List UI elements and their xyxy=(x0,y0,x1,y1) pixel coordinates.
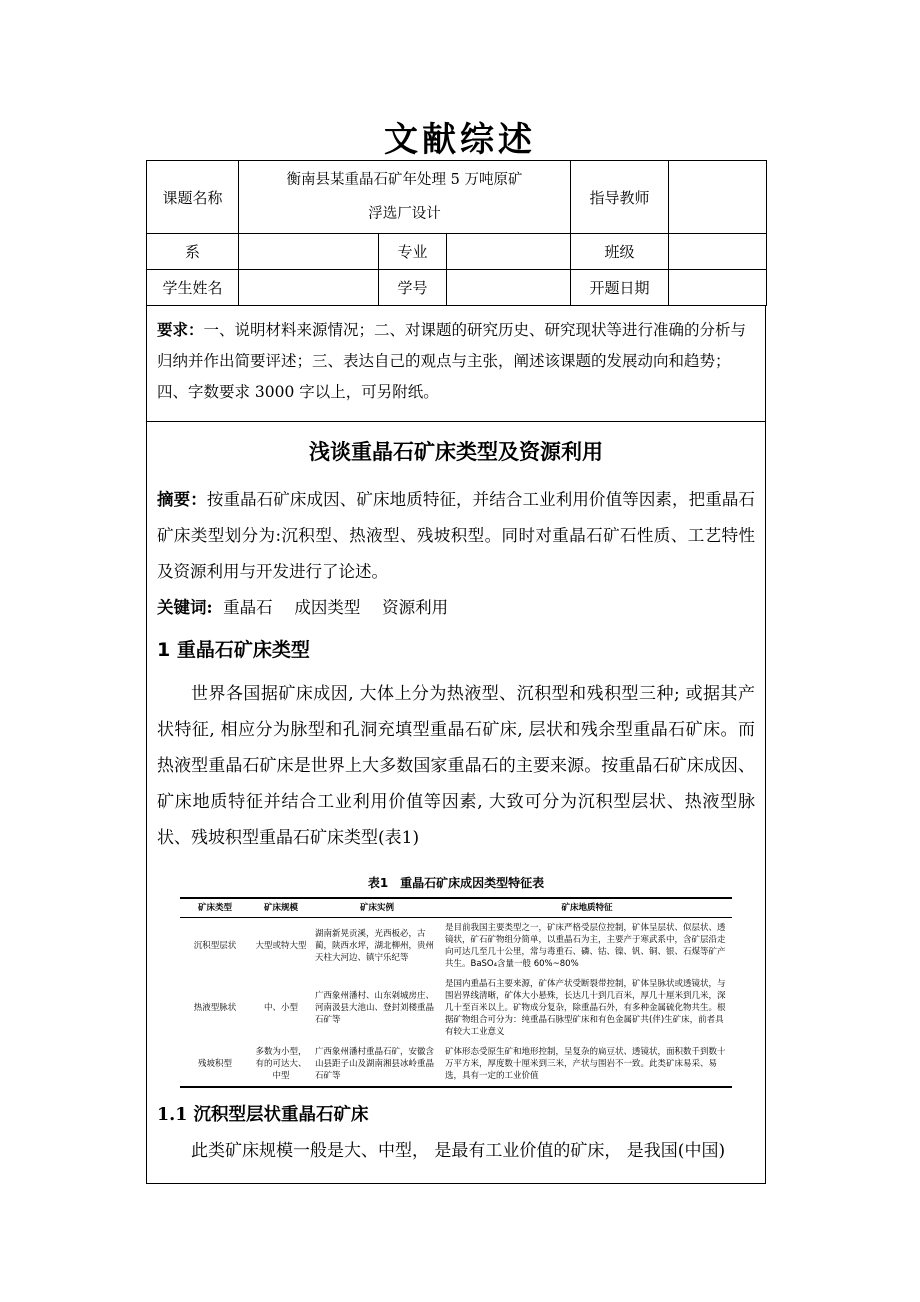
table-cell: 广西象州潘村、山东剁城房庄、河南汲县大池山、登封刘楼重晶石矿等 xyxy=(315,991,435,1025)
dept-value[interactable] xyxy=(239,234,379,270)
table-cell: 湖南新晃贡溪，光西板必，古蔺，陕西水坪，湖北柳州，贵州天柱大河边、镇宁乐纪等 xyxy=(315,929,435,963)
keywords-text: 重晶石 成因类型 资源利用 xyxy=(223,598,449,617)
topic-value xyxy=(239,161,571,234)
date-value[interactable] xyxy=(669,270,767,306)
table-caption: 表1 重晶石矿床成因类型特征表 xyxy=(367,876,545,890)
paragraph-1: 世界各国据矿床成因, 大体上分为热液型、沉积型和残积型三种; 或据其产状特征, 相应分为脉型和孔洞充填型重晶石矿床, 层状和残余型重晶石矿床。而热液型重晶石矿床是世界上大多数国家重晶石的主要来源。按重晶石矿床成因、矿床地质特征并结合工业利用价值等因素, 大致可分为沉积型层状、热液型脉状、残坡积型重晶石矿床类型(表1) xyxy=(157,684,755,848)
paragraph-2: 此类矿床规模一般是大、中型， 是最有工业价值的矿床， 是我国(中国) xyxy=(191,1141,726,1161)
dept-label: 系 xyxy=(147,234,239,270)
student-id-label: 学号 xyxy=(379,270,447,306)
table-cell: 广西象州潘村重晶石矿，安徽含山县距子山及湖南湘县冰岭重晶石矿等 xyxy=(312,1042,442,1087)
page-title: 文献综述 xyxy=(384,120,536,160)
article-content xyxy=(146,422,766,1184)
table-header: 矿床地质特征 xyxy=(442,898,732,918)
advisor-label: 指导教师 xyxy=(571,161,669,234)
advisor-value[interactable] xyxy=(669,161,767,234)
info-form-table xyxy=(146,160,767,306)
topic-line-2: 浮选厂设计 xyxy=(368,206,441,222)
section-heading-1-1: 1.1 沉积型层状重晶石矿床 xyxy=(157,1105,369,1125)
class-value[interactable] xyxy=(669,234,767,270)
abstract xyxy=(157,482,755,590)
class-label: 班级 xyxy=(571,234,669,270)
table-row xyxy=(180,918,732,975)
table-cell: 是国内重晶石主要来源，矿体产状受断裂带控制，矿体呈脉状或透镜状，与围岩界线清晰，矿体大小悬殊，长达几十到几百米，厚几十厘米到几米，深几十至百米以上。矿物成分复杂，除重晶石外，有多种金属硫化物共生。根据矿物组合可分为：纯重晶石脉型矿床和有色金属矿共(伴)生矿床，前者具有较大工业意义 xyxy=(445,979,726,1037)
date-label: 开题日期 xyxy=(571,270,669,306)
table-row xyxy=(180,1042,732,1087)
abstract-text: 按重晶石矿床成因、矿床地质特征，并结合工业利用价值等因素，把重晶石矿床类型划分为:沉积型、热液型、残坡积型。同时对重晶石矿石性质、工艺特性及资源利用与开发进行了论述。 xyxy=(157,490,756,581)
abstract-label: 摘要： xyxy=(157,490,207,509)
table-header: 矿床规模 xyxy=(250,898,312,918)
ore-type-table xyxy=(180,897,732,1088)
table-cell: 残坡积型 xyxy=(180,1042,250,1087)
article-title: 浅谈重晶石矿床类型及资源利用 xyxy=(309,440,603,464)
table-header-row xyxy=(180,898,732,918)
table-cell: 是目前我国主要类型之一，矿床严格受层位控制，矿体呈层状、似层状、透镜状，矿石矿物组分简单，以重晶石为主，主要产于寒武系中，含矿层沿走向可达几至几十公里，常与毒重石、磷、钴、镍、钒、铜、银、石煤等矿产共生。BaSO₄含量一般 60%~80% xyxy=(445,923,726,969)
table-cell: 矿体形态受原生矿和地形控制，呈复杂的扁豆状、透镜状，面积数千到数十万平方米，厚度数十厘米到三米，产状与围岩不一致。此类矿床易采、易选，具有一定的工业价值 xyxy=(442,1042,732,1087)
student-id-value[interactable] xyxy=(447,270,571,306)
table-header: 矿床类型 xyxy=(180,898,250,918)
requirements-box xyxy=(146,306,766,422)
table-row xyxy=(180,974,732,1042)
table-cell: 沉积型层状 xyxy=(193,941,237,951)
keywords-label: 关键词: xyxy=(157,598,213,617)
topic-line-1: 衡南县某重晶石矿年处理 5 万吨原矿 xyxy=(286,172,523,188)
requirements-text: 一、说明材料来源情况；二、对课题的研究历史、研究现状等进行准确的分析与归纳并作出简要评述；三、表达自己的观点与主张，阐述该课题的发展动向和趋势；四、字数要求 3000 字以上，可另附纸。 xyxy=(157,321,747,401)
student-value[interactable] xyxy=(239,270,379,306)
topic-label: 课题名称 xyxy=(147,161,239,234)
table-cell: 中、小型 xyxy=(263,1003,298,1013)
major-label: 专业 xyxy=(379,234,447,270)
student-label: 学生姓名 xyxy=(147,270,239,306)
section-heading-1: 1 重晶石矿床类型 xyxy=(157,639,310,661)
requirements-label: 要求： xyxy=(157,320,204,339)
table-cell: 大型或特大型 xyxy=(255,941,307,951)
table-cell: 多数为小型，有的可达大、中型 xyxy=(250,1042,312,1087)
major-value[interactable] xyxy=(447,234,571,270)
keywords xyxy=(157,590,755,626)
table-header: 矿床实例 xyxy=(312,898,442,918)
table-cell: 热液型脉状 xyxy=(193,1003,237,1013)
